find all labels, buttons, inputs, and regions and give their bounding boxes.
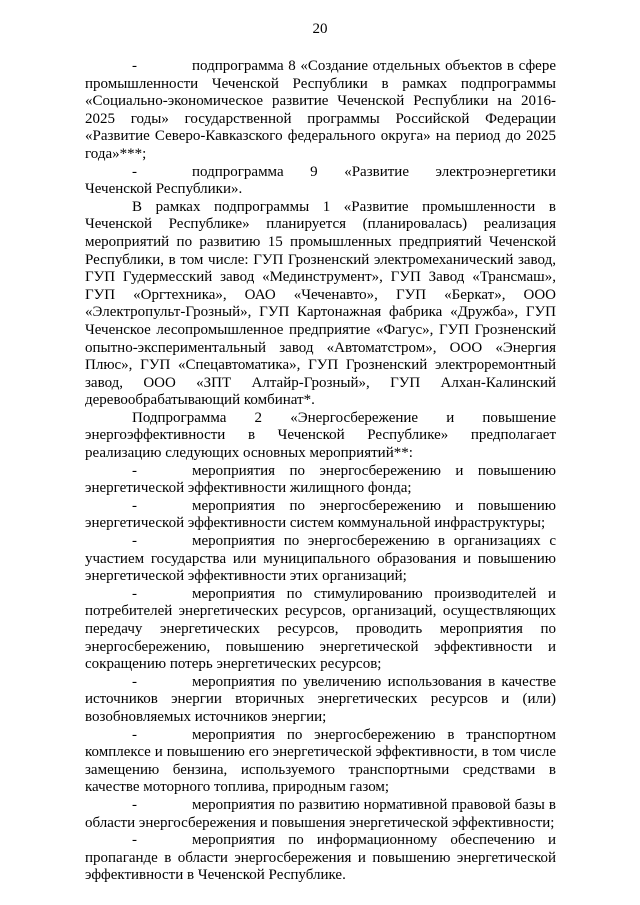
document-body (85, 58, 556, 885)
paragraph-text: мероприятия по энергосбережению в транспортном комплексе и повышению его энергетической эффективности, в том числе замещению бензина, используемого транспортными средствами в качестве моторного топлива, природным газом; (85, 726, 556, 796)
bullet-paragraph (85, 498, 556, 533)
paragraph-text: мероприятия по увеличению использования в качестве источников энергии вторичных энергетических ресурсов и (или) возобновляемых источников энергии; (85, 673, 556, 725)
bullet-paragraph (85, 586, 556, 674)
paragraph-text: мероприятия по развитию нормативной правовой базы в области энергосбережения и повышения энергетической эффективности; (85, 796, 556, 831)
bullet-marker: - (132, 796, 137, 813)
bullet-paragraph (85, 164, 556, 199)
paragraph (85, 199, 556, 410)
paragraph-text: мероприятия по энергосбережению и повышению энергетической эффективности систем коммунальной инфраструктуры; (85, 497, 556, 532)
bullet-marker: - (132, 673, 137, 690)
paragraph-text: мероприятия по энергосбережению и повышению энергетической эффективности жилищного фонда; (85, 462, 556, 497)
paragraph-text: подпрограмма 8 «Создание отдельных объектов в сфере промышленности Чеченской Республики в рамках подпрограммы «Социально-экономическое развитие Чеченской Республики на 2016-2025 годы» государственной программы Российской Федерации «Развитие Северо-Кавказского федерального округа» на период до 2025 года»***; (85, 58, 556, 162)
paragraph-text: Подпрограмма 2 «Энергосбережение и повышение энергоэффективности в Чеченской Республике» предполагает реализацию следующих основных мероприятий**: (85, 409, 556, 462)
bullet-marker: - (132, 726, 137, 743)
paragraph-text: мероприятия по энергосбережению в организациях с участием государства или муниципального образования и повышению энергетической эффективности этих организаций; (85, 533, 556, 585)
bullet-paragraph (85, 832, 556, 885)
bullet-marker: - (132, 163, 137, 180)
bullet-paragraph (85, 58, 556, 164)
paragraph-text: В рамках подпрограммы 1 «Развитие промышленности в Чеченской Республике» планируется (планировалась) реализация мероприятий по развитию 15 промышленных предприятий Чеченской Республики, в том числе: ГУП Грозненский электромеханический завод, ГУП Гудермесский завод «Мединструмент», ГУП Завод «Трансмаш», ГУП «Оргтехника», ОАО «Чеченавто», ГУП «Беркат», ООО «Электропульт-Грозный», ГУП Картонажная фабрика «Дружба», ГУП Чеченское лесопромышленное предприятие «Фагус», ГУП Грозненский опытно-экспериментальный завод «Автоматстром», ООО «Энергия Плюс», ГУП «Спецавтоматика», ГУП Грозненский электроремонтный завод, ООО «ЗПТ Алтайр-Грозный», ГУП Алхан-Калинский деревообрабатывающий комбинат*. (85, 198, 556, 409)
paragraph-text: подпрограмма 9 «Развитие электроэнергетики Чеченской Республики». (85, 163, 556, 198)
bullet-marker: - (132, 832, 137, 849)
bullet-marker: - (132, 462, 137, 479)
bullet-paragraph (85, 797, 556, 832)
bullet-marker: - (132, 58, 137, 74)
paragraph (85, 410, 556, 463)
bullet-paragraph (85, 533, 556, 586)
bullet-paragraph (85, 463, 556, 498)
bullet-paragraph (85, 727, 556, 797)
bullet-marker: - (132, 533, 137, 550)
bullet-marker: - (132, 585, 137, 602)
bullet-marker: - (132, 497, 137, 514)
paragraph-text: мероприятия по стимулированию производителей и потребителей энергетических ресурсов, организаций, осуществляющих передачу энергетических ресурсов, проводить мероприятия по энергосбережению, повышению энергетической эффективности и сокращению потерь энергетических ресурсов; (85, 585, 556, 673)
bullet-paragraph (85, 674, 556, 727)
page-number: 20 (312, 21, 328, 37)
paragraph-text: мероприятия по информационному обеспечению и пропаганде в области энергосбережения и повышению энергетической эффективности в Чеченской Республике. (85, 832, 556, 884)
